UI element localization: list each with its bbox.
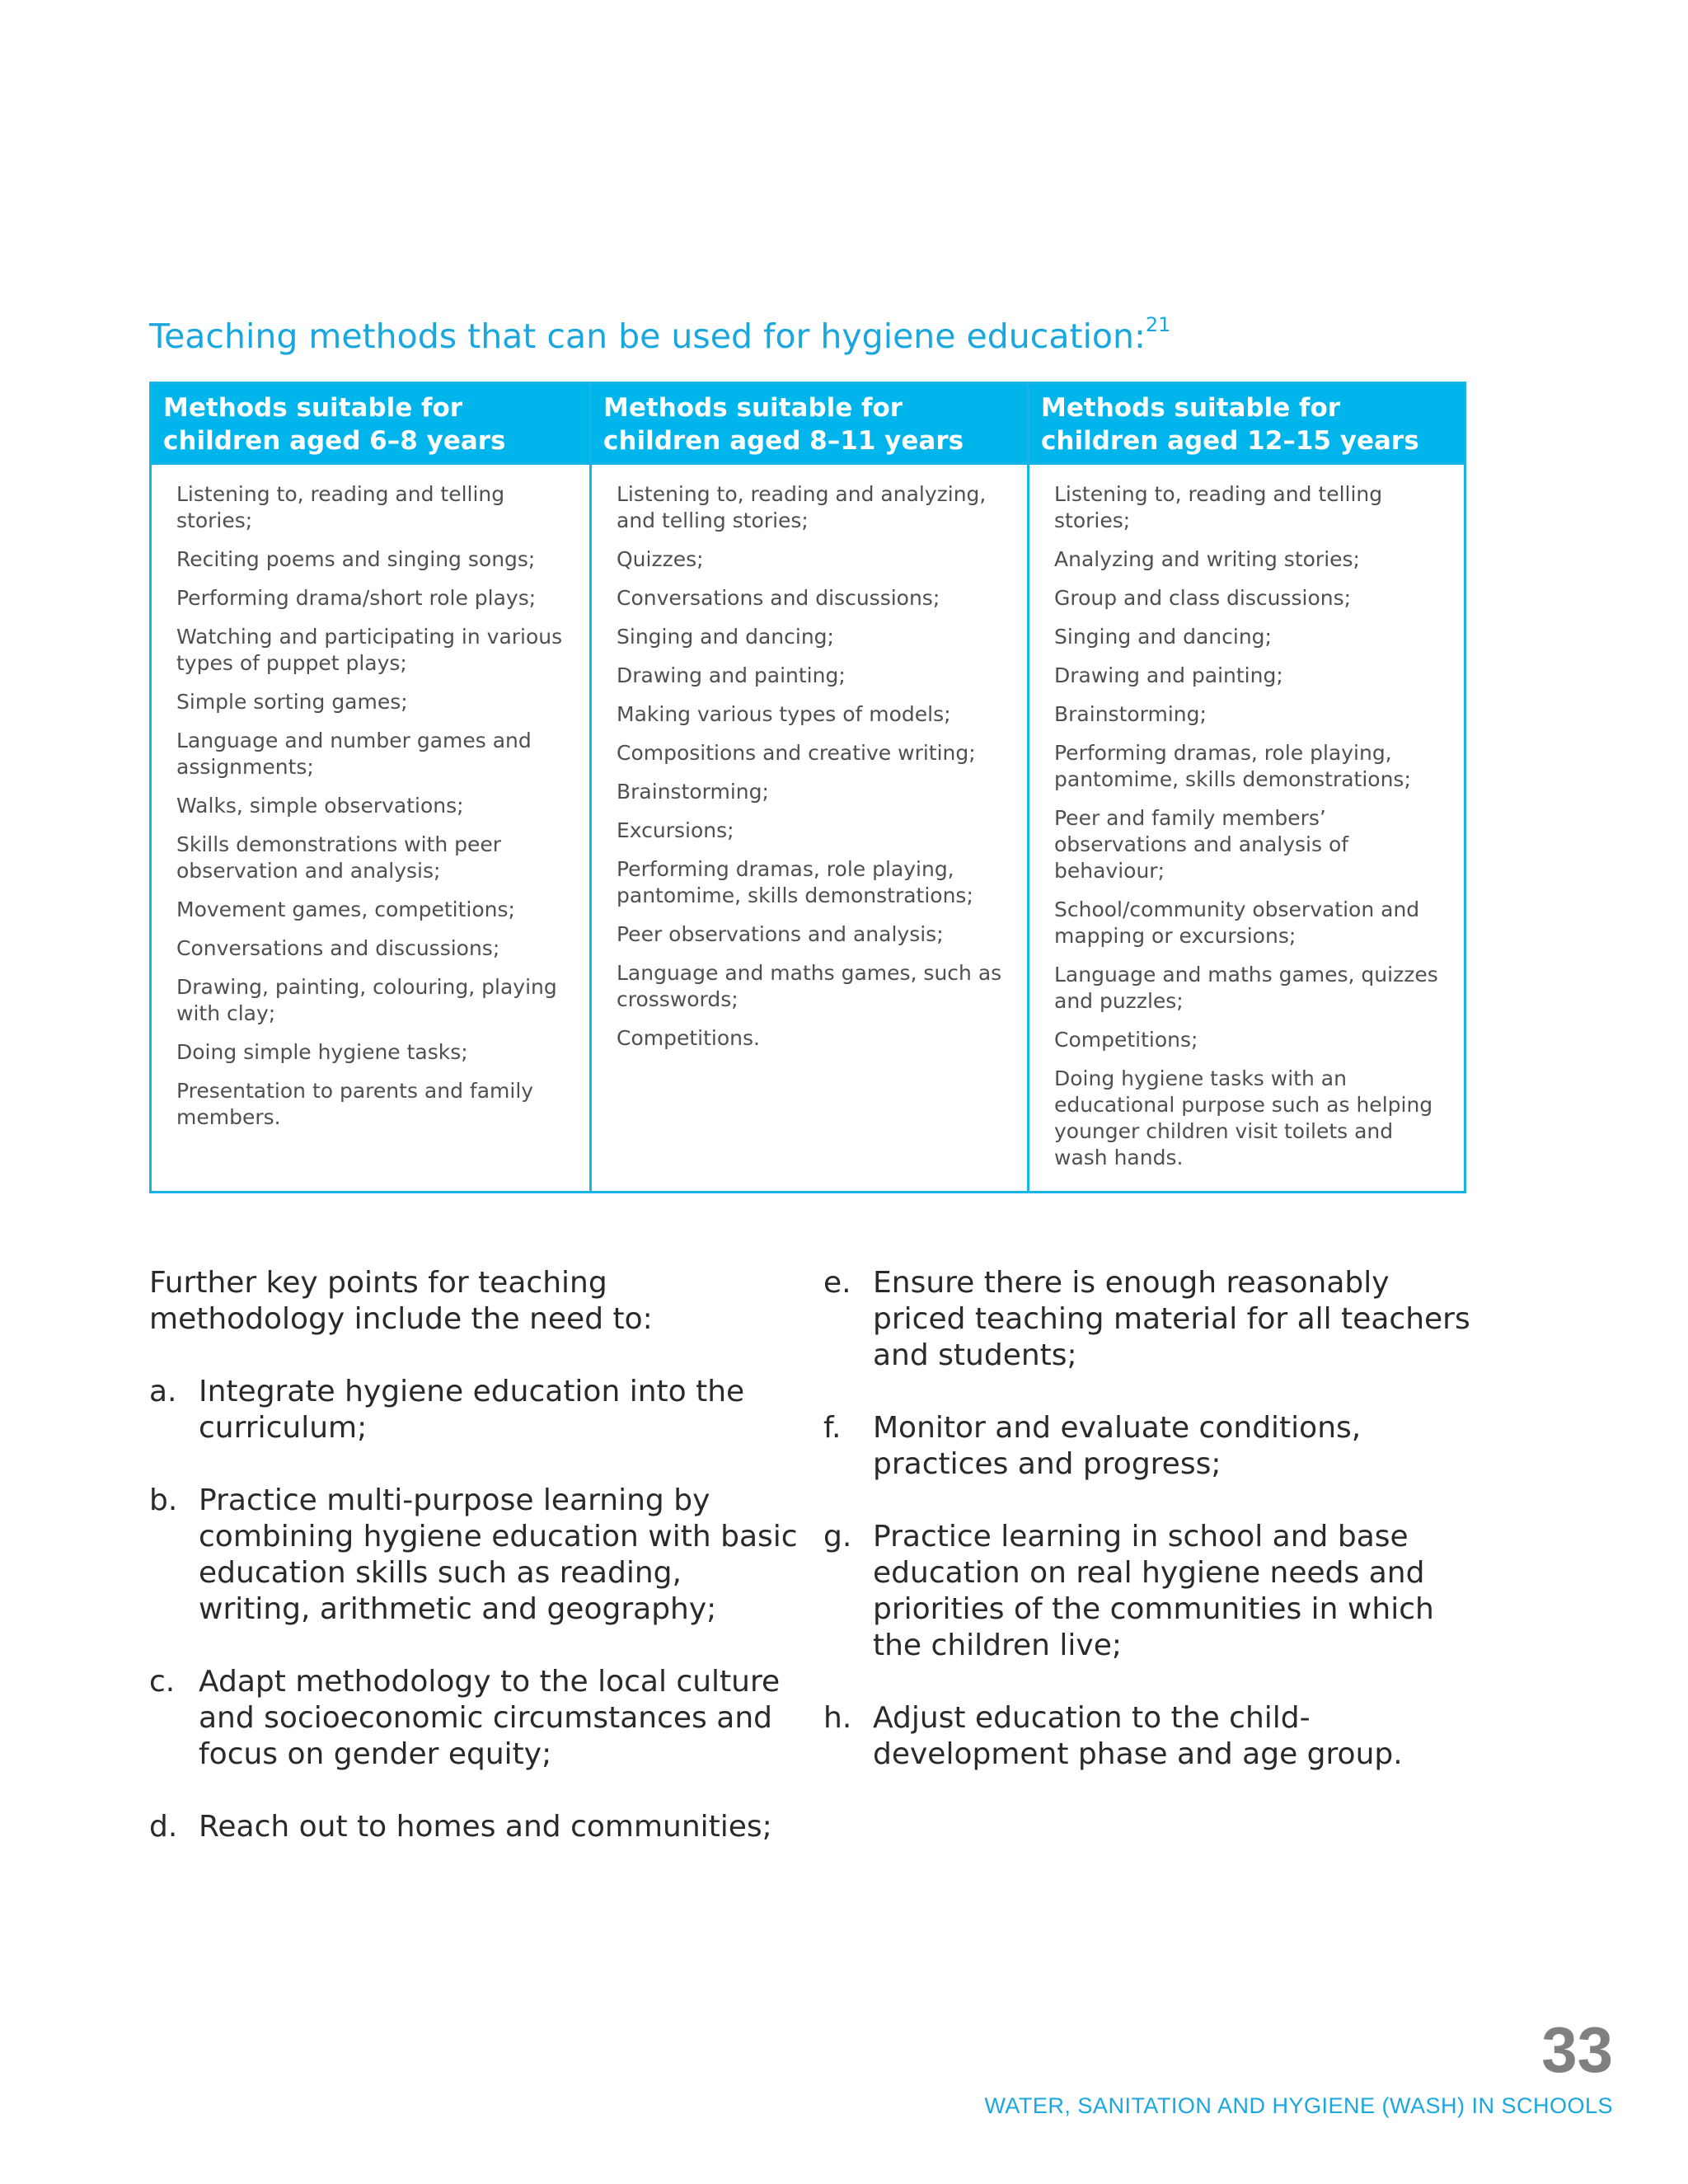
column-cell-6-8 <box>152 462 589 1191</box>
list-item: Movement games, competitions; <box>176 898 515 921</box>
list-item: Analyzing and writing stories; <box>1054 547 1360 571</box>
list-item: Language and maths games, quizzes and puzzles; <box>1054 963 1438 1013</box>
key-point <box>149 1809 800 1845</box>
point-letter: d. <box>149 1810 178 1844</box>
key-point <box>149 1664 800 1773</box>
list-item: Reciting poems and singing songs; <box>176 547 536 571</box>
point-text: Monitor and evaluate conditions, practices and progress; <box>873 1411 1362 1481</box>
list-item: Peer observations and analysis; <box>617 922 944 946</box>
footnote-ref: 21 <box>1145 313 1171 336</box>
point-text: Reach out to homes and communities; <box>199 1810 772 1844</box>
list-item: Doing hygiene tasks with an educational purpose such as helping younger children visit toilets and wash hands. <box>1054 1066 1433 1169</box>
list-item: Making various types of models; <box>617 702 951 726</box>
running-footer: WATER, SANITATION AND HYGIENE (WASH) IN SCHOOLS <box>984 2093 1613 2118</box>
list-item: Drawing and painting; <box>1054 663 1283 687</box>
list-item: Doing simple hygiene tasks; <box>176 1040 468 1064</box>
column-header-12-15: Methods suitable for children aged 12–15 years <box>1027 384 1464 462</box>
list-item: Singing and dancing; <box>1054 625 1272 649</box>
key-points-right <box>823 1265 1475 1809</box>
key-point <box>823 1519 1475 1664</box>
column-header-6-8: Methods suitable for children aged 6–8 years <box>152 384 589 462</box>
list-item: Language and maths games, such as crosswords; <box>617 961 1002 1011</box>
heading-text: Teaching methods that can be used for hygiene education: <box>149 316 1146 356</box>
point-letter: a. <box>149 1375 177 1408</box>
list-item: Listening to, reading and telling stories; <box>1054 482 1383 532</box>
point-letter: f. <box>823 1411 842 1445</box>
list-item: Group and class discussions; <box>1054 586 1352 610</box>
list-item: Performing drama/short role plays; <box>176 586 537 610</box>
point-text: Adjust education to the child-development phase and age group. <box>873 1701 1403 1771</box>
point-text: Practice learning in school and base education on real hygiene needs and priorities of the communities in which the children live; <box>873 1520 1434 1662</box>
point-letter: h. <box>823 1701 852 1735</box>
list-item: Language and number games and assignments; <box>176 729 532 779</box>
list-item: Walks, simple observations; <box>176 794 464 818</box>
list-item: School/community observation and mapping or excursions; <box>1054 898 1420 948</box>
list-item: Drawing and painting; <box>617 663 846 687</box>
page-number: 33 <box>1541 2013 1613 2086</box>
intro-paragraph: Further key points for teaching methodology include the need to: <box>149 1266 653 1336</box>
list-item: Quizzes; <box>617 547 704 571</box>
list-item: Compositions and creative writing; <box>617 741 976 765</box>
list-item: Listening to, reading and analyzing, and telling stories; <box>617 482 987 532</box>
list-item: Drawing, painting, colouring, playing with clay; <box>176 975 557 1025</box>
list-item: Skills demonstrations with peer observation and analysis; <box>176 832 502 883</box>
key-point <box>149 1483 800 1628</box>
list-item: Singing and dancing; <box>617 625 834 649</box>
list-item: Performing dramas, role playing, pantomime, skills demonstrations; <box>617 857 973 907</box>
point-text: Integrate hygiene education into the curriculum; <box>199 1375 745 1445</box>
list-item: Conversations and discussions; <box>176 936 500 960</box>
point-text: Ensure there is enough reasonably priced teaching material for all teachers and students; <box>873 1266 1470 1372</box>
list-item: Presentation to parents and family members. <box>176 1079 534 1129</box>
list-item: Brainstorming; <box>1054 702 1207 726</box>
key-points-left <box>149 1374 800 1882</box>
list-item: Simple sorting games; <box>176 690 408 714</box>
point-letter: c. <box>149 1665 176 1699</box>
list-item: Brainstorming; <box>617 780 769 804</box>
key-point <box>823 1700 1475 1773</box>
list-item: Excursions; <box>617 818 734 842</box>
list-item: Conversations and discussions; <box>617 586 940 610</box>
key-point <box>149 1374 800 1446</box>
point-text: Practice multi-purpose learning by combining hygiene education with basic education skills such as reading, writing, arithmetic and geography; <box>199 1483 798 1626</box>
point-text: Adapt methodology to the local culture and socioeconomic circumstances and focus on gender equity; <box>199 1665 781 1771</box>
methods-table <box>149 382 1466 1193</box>
list-item: Listening to, reading and telling stories; <box>176 482 505 532</box>
column-cell-8-11 <box>589 462 1027 1191</box>
column-header-8-11: Methods suitable for children aged 8–11 years <box>589 384 1027 462</box>
point-letter: b. <box>149 1483 178 1517</box>
column-cell-12-15 <box>1027 462 1464 1191</box>
list-item: Competitions; <box>1054 1028 1198 1052</box>
list-item: Watching and participating in various types of puppet plays; <box>176 625 563 675</box>
list-item: Competitions. <box>617 1026 760 1050</box>
key-point <box>823 1410 1475 1483</box>
point-letter: g. <box>823 1520 852 1554</box>
list-item: Peer and family members’ observations and analysis of behaviour; <box>1054 806 1349 883</box>
section-heading <box>149 313 1170 356</box>
list-item: Performing dramas, role playing, pantomime, skills demonstrations; <box>1054 741 1411 791</box>
point-letter: e. <box>823 1266 851 1300</box>
key-point <box>823 1265 1475 1374</box>
